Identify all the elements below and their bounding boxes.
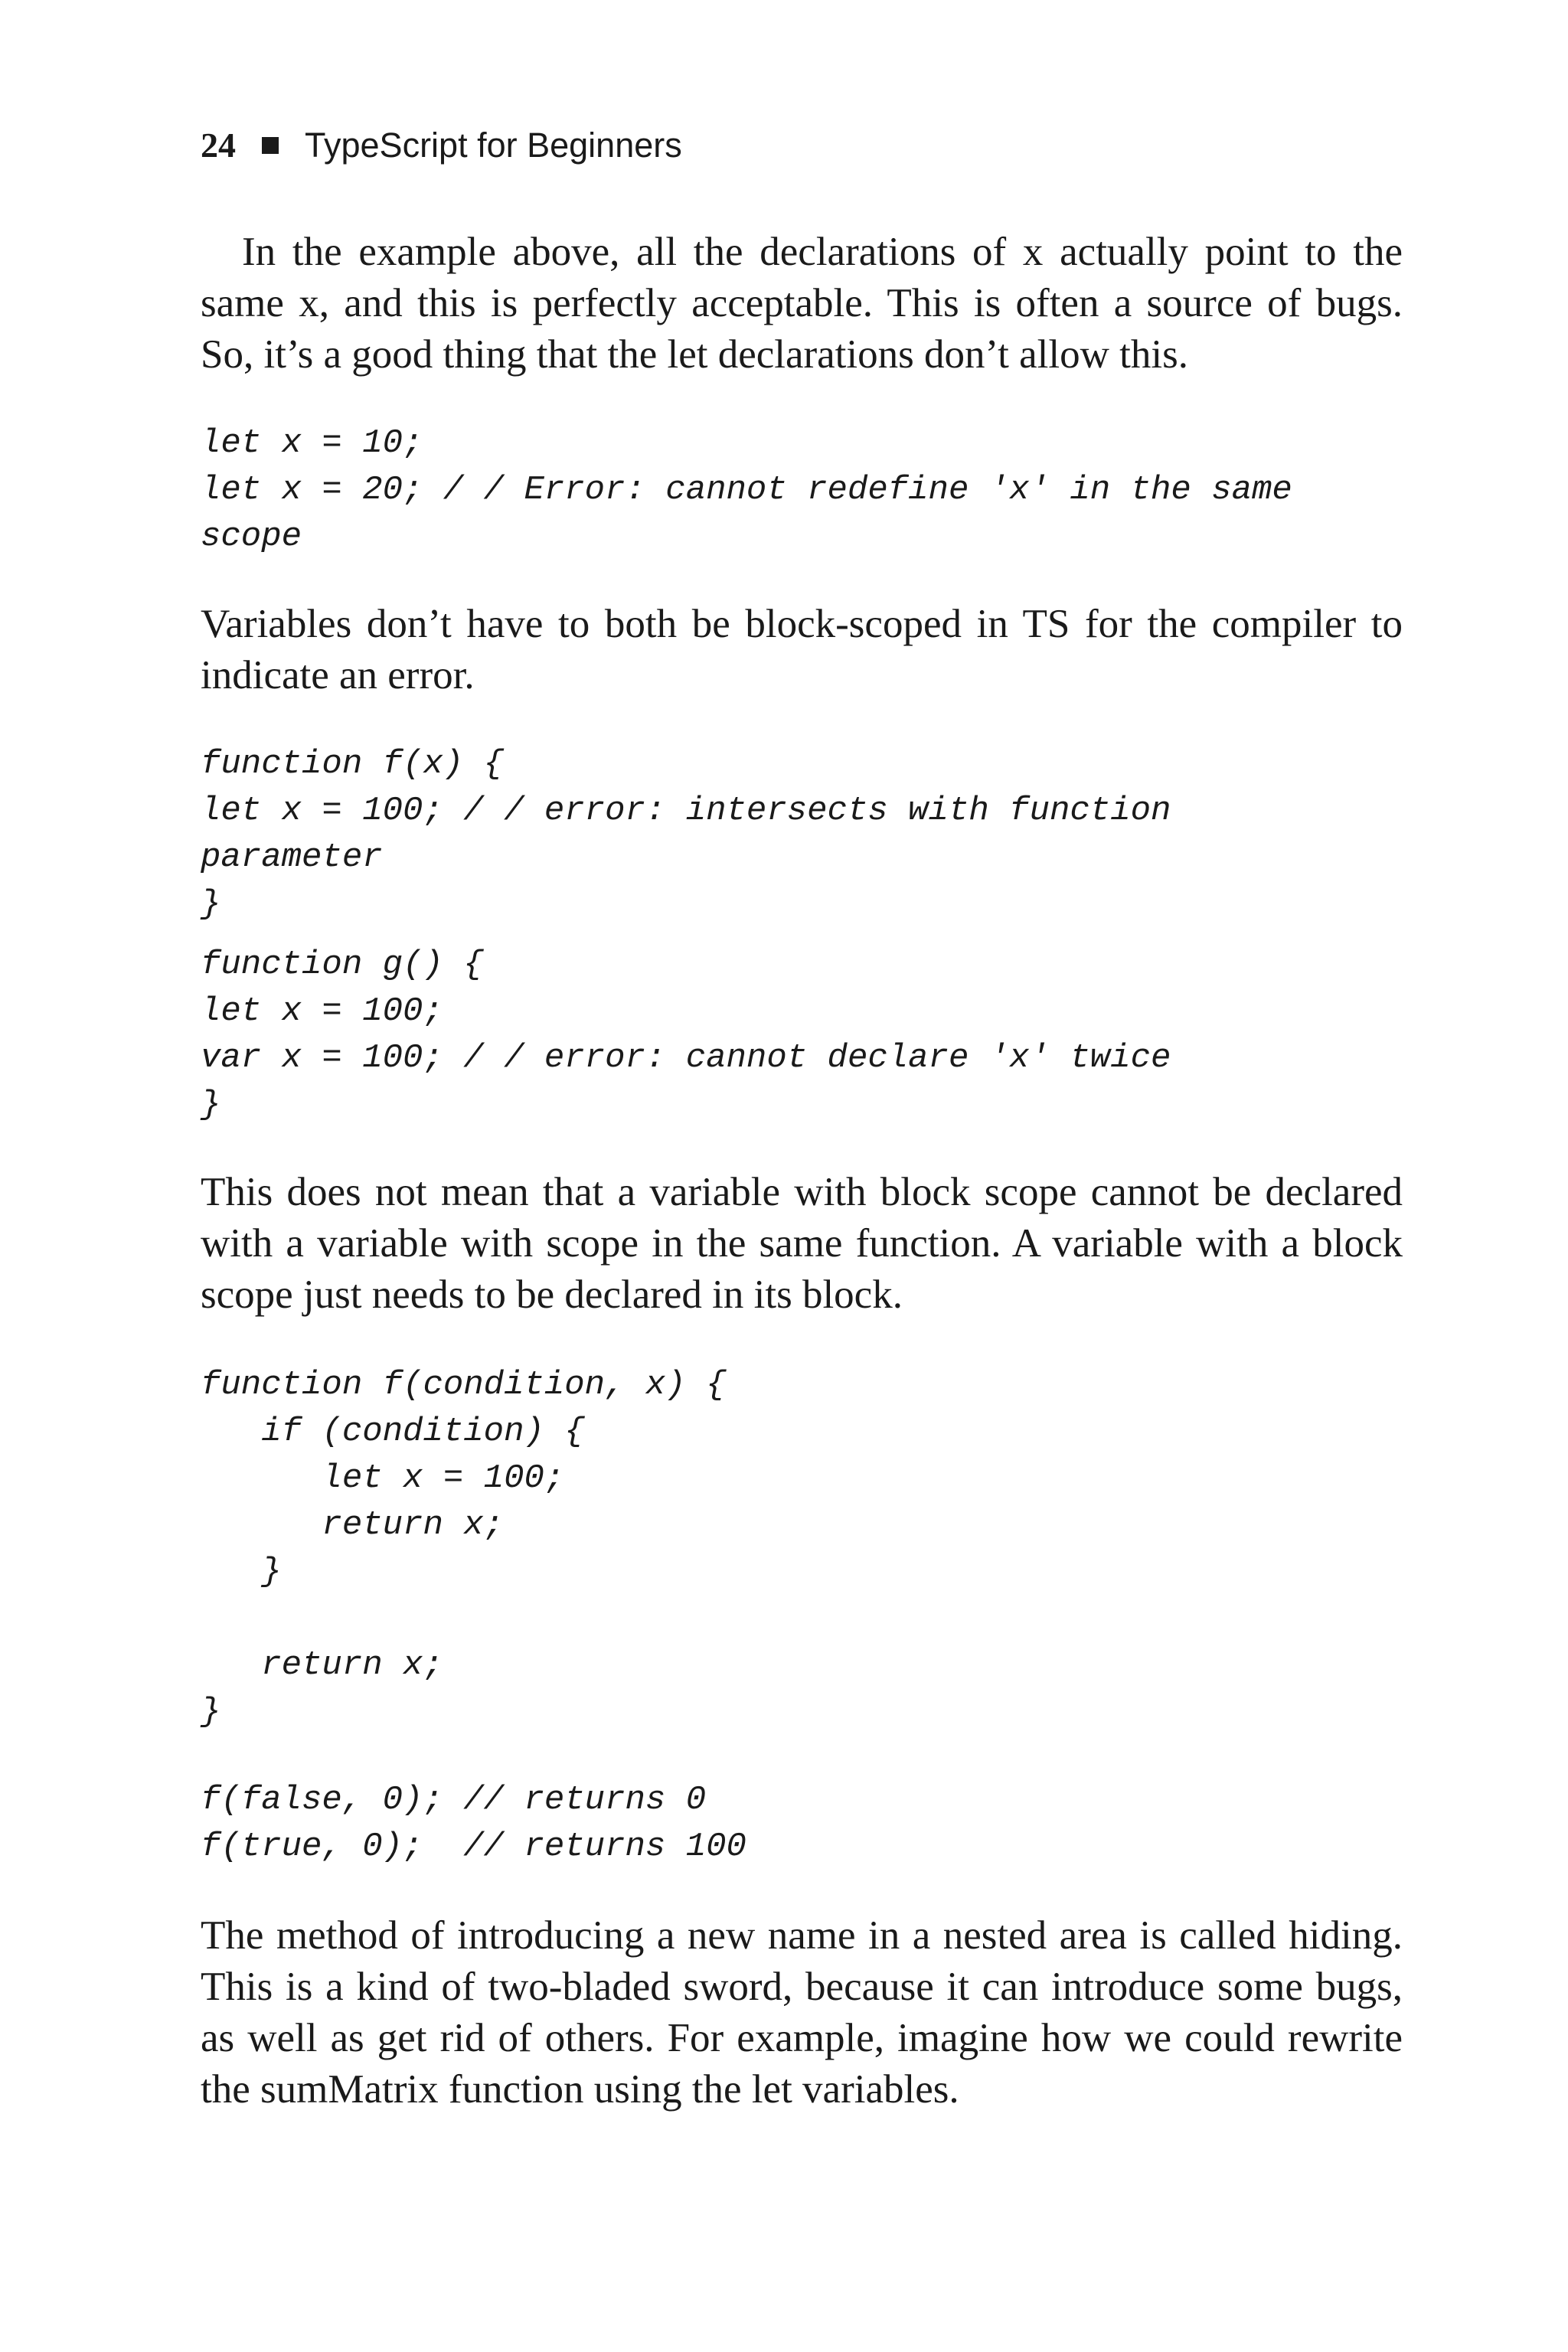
body-paragraph: The method of introducing a new name in a nested area is called hiding. This is a kind of two-bladed sword, because it can introduce some bugs, as well as get rid of others. For example, imagine how we could rewrite the sumMatrix function using the let variables.: [201, 1913, 1403, 2112]
code-block: function f(x) { let x = 100; / / error: intersects with function parameter }: [201, 745, 1171, 923]
code-block: f(false, 0); // returns 0 f(true, 0); // returns 100: [201, 1781, 746, 1866]
body-paragraph: Variables don’t have to both be block-scoped in TS for the compiler to indicate an error.: [201, 602, 1403, 697]
book-page: [201, 122, 1403, 2115]
body-paragraph: In the example above, all the declarations of x actually point to the same x, and this is perfectly acceptable. This is often a source of bugs. So, it’s a good thing that the let declarations don’t allow this.: [201, 230, 1403, 377]
code-block: let x = 10; let x = 20; / / Error: cannot redefine 'x' in the same scope: [201, 424, 1292, 556]
page-number: 24: [201, 126, 236, 165]
code-block: function g() { let x = 100; var x = 100; / / error: cannot declare 'x' twice }: [201, 946, 1171, 1124]
running-header: [201, 122, 1403, 168]
body-paragraph: This does not mean that a variable with block scope cannot be declared with a variable with scope in the same function. A variable with a block scope just needs to be declared in its block.: [201, 1170, 1403, 1317]
square-bullet-icon: [262, 137, 279, 154]
book-title: TypeScript for Beginners: [305, 126, 682, 165]
code-block: function f(condition, x) { if (condition) { let x = 100; return x; } return x; }: [201, 1366, 727, 1731]
